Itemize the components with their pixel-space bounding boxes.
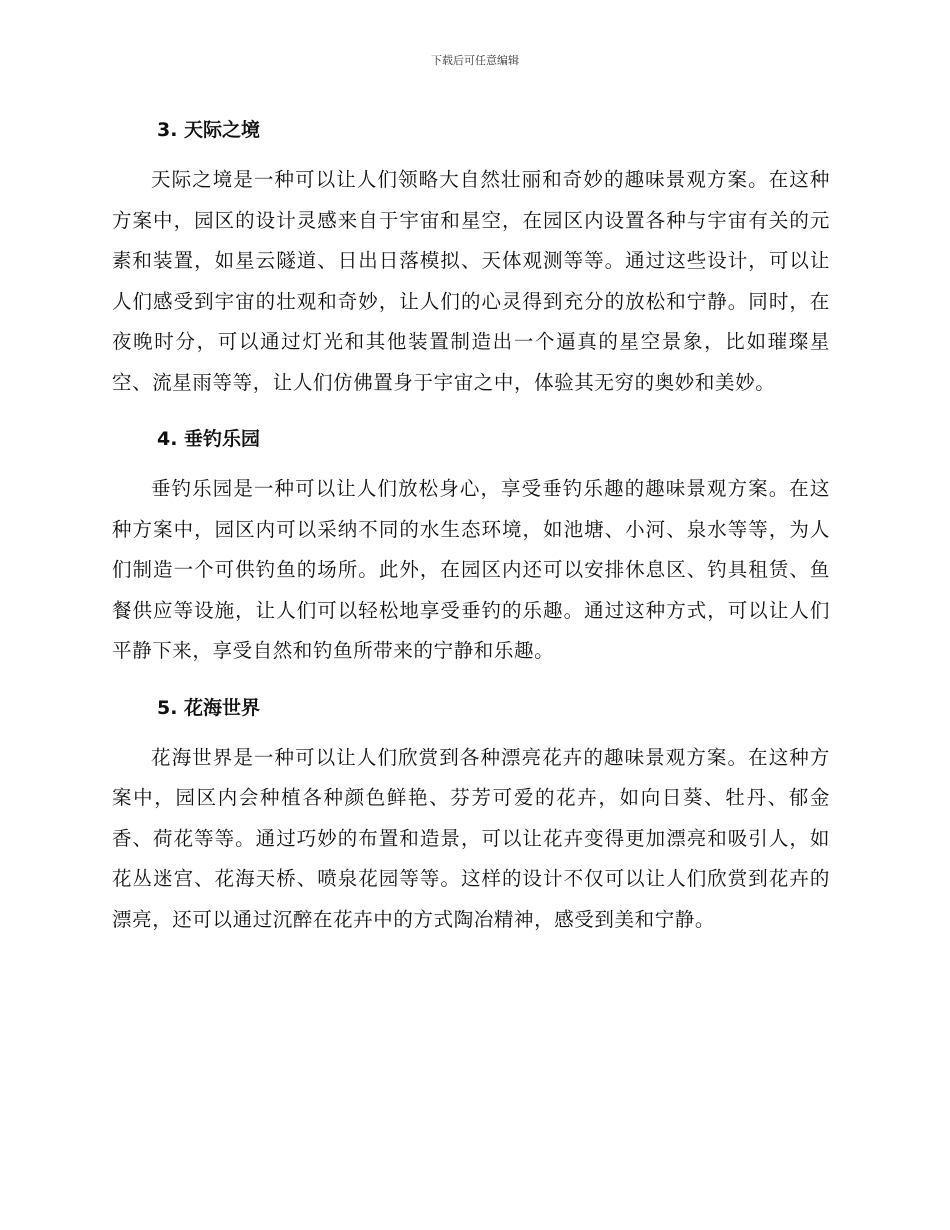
section-paragraph-4: 垂钓乐园是一种可以让人们放松身心，享受垂钓乐趣的趣味景观方案。在这种方案中，园区内可以采纳不同的水生态环境，如池塘、小河、泉水等等，为人们制造一个可供钓鱼的场所。此外，在园区内还可以安排休息区、钓具租赁、鱼餐供应等设施，让人们可以轻松地享受垂钓的乐趣。通过这种方式，可以让人们平静下来，享受自然和钓鱼所带来的宁静和乐趣。: [112, 477, 830, 662]
document-body: [112, 110, 830, 956]
section-heading-5: 5. 花海世界: [157, 696, 261, 719]
section-paragraph-3: 天际之境是一种可以让人们领略大自然壮丽和奇妙的趣味景观方案。在这种方案中，园区的设计灵感来自于宇宙和星空，在园区内设置各种与宇宙有关的元素和装置，如星云隧道、日出日落模拟、天体观测等等。通过这些设计，可以让人们感受到宇宙的壮观和奇妙，让人们的心灵得到充分的放松和宁静。同时，在夜晚时分，可以通过灯光和其他装置制造出一个逼真的星空景象，比如璀璨星空、流星雨等等，让人们仿佛置身于宇宙之中，体验其无穷的奥妙和美妙。: [112, 168, 830, 394]
section-paragraph-5: 花海世界是一种可以让人们欣赏到各种漂亮花卉的趣味景观方案。在这种方案中，园区内会种植各种颜色鲜艳、芬芳可爱的花卉，如向日葵、牡丹、郁金香、荷花等等。通过巧妙的布置和造景，可以让花卉变得更加漂亮和吸引人，如花丛迷宫、花海天桥、喷泉花园等等。这样的设计不仅可以让人们欣赏到花卉的漂亮，还可以通过沉醉在花卉中的方式陶冶精神，感受到美和宁静。: [112, 745, 830, 931]
section-heading-3: 3. 天际之境: [157, 119, 261, 141]
page-header: 下载后可任意编辑: [431, 54, 519, 67]
section-heading-4: 4. 垂钓乐园: [157, 428, 261, 450]
